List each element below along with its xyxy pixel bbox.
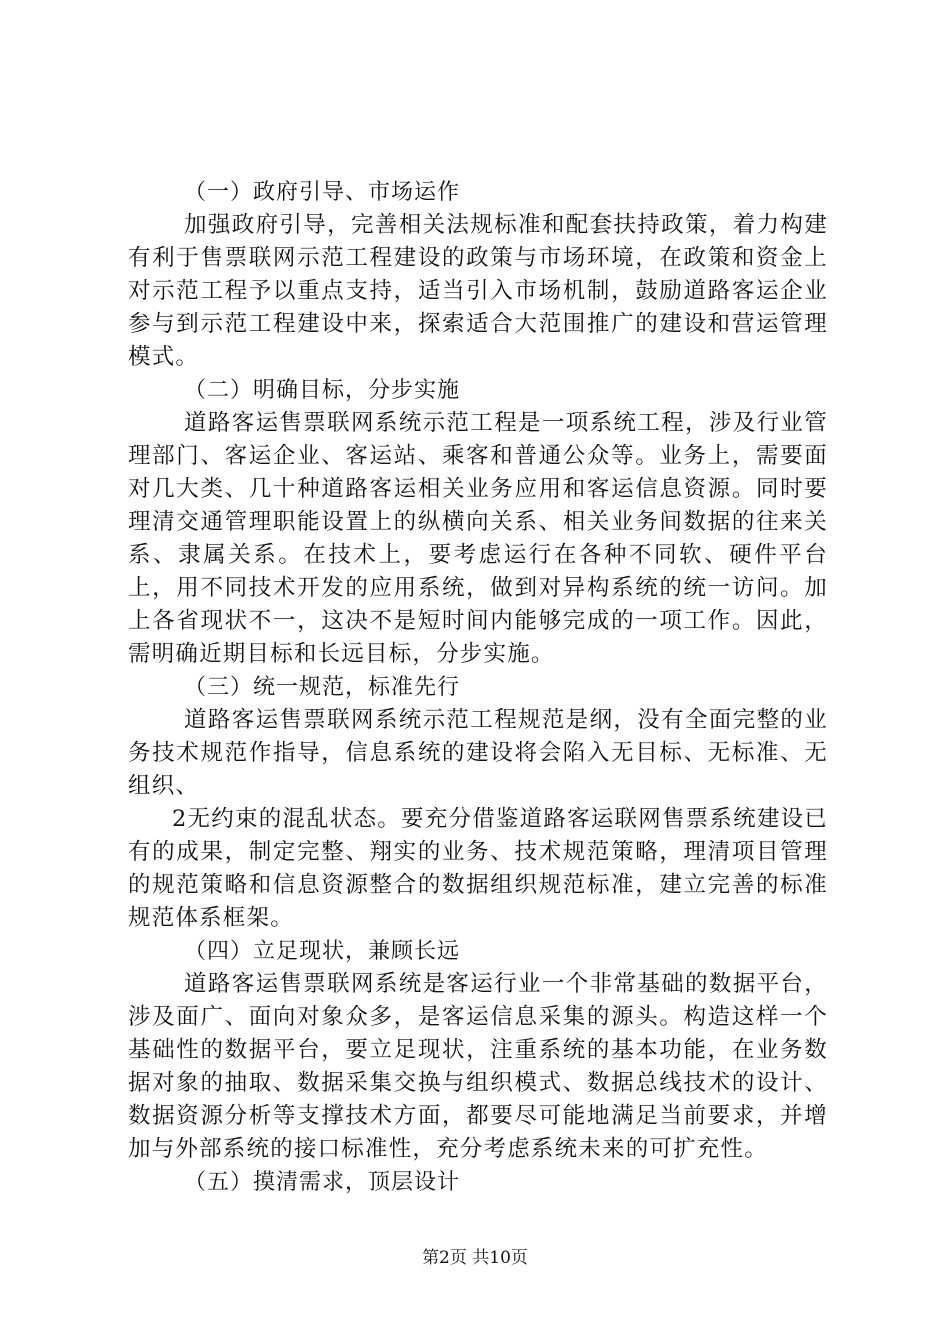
section-paragraph-3: 道路客运售票联网系统示范工程规范是纲，没有全面完整的业务技术规范作指导，信息系统的建设将会陷入无目标、无标准、无组织、 [128, 707, 828, 799]
document-body [128, 176, 828, 1199]
section-heading-5: （五）摸清需求，顶层设计 [184, 1170, 461, 1195]
section-paragraph-3-continued: 2无约束的混乱状态。要充分借鉴道路客运联网售票系统建设已有的成果，制定完整、翔实的业务、技术规范策略，理清项目管理的规范策略和信息资源整合的数据组织规范标准，建立完善的标准规范体系框架。 [128, 806, 828, 931]
section-paragraph-2: 道路客运售票联网系统示范工程是一项系统工程，涉及行业管理部门、客运企业、客运站、乘客和普通公众等。业务上，需要面对几大类、几十种道路客运相关业务应用和客运信息资源。同时要理清交通管理职能设置上的纵横向关系、相关业务间数据的往来关系、隶属关系。在技术上，要考虑运行在各种不同软、硬件平台上，用不同技术开发的应用系统，做到对异构系统的统一访问。加上各省现状不一，这决不是短时间内能够完成的一项工作。因此，需明确近期目标和长远目标，分步实施。 [128, 410, 828, 667]
page-footer [0, 1247, 950, 1269]
section-heading-3: （三）统一规范，标准先行 [184, 675, 461, 700]
section-heading-2: （二）明确目标，分步实施 [184, 378, 461, 403]
section-heading-1: （一）政府引导、市场运作 [184, 180, 461, 205]
page-number: 第2页 共10页 [422, 1248, 528, 1268]
section-paragraph-4: 道路客运售票联网系统是客运行业一个非常基础的数据平台，涉及面广、面向对象众多，是客运信息采集的源头。构造这样一个基础性的数据平台，要立足现状，注重系统的基本功能，在业务数据对象的抽取、数据采集交换与组织模式、数据总线技术的设计、数据资源分析等支撑技术方面，都要尽可能地满足当前要求，并增加与外部系统的接口标准性，充分考虑系统未来的可扩充性。 [128, 971, 828, 1162]
section-heading-4: （四）立足现状，兼顾长远 [184, 939, 461, 964]
section-paragraph-1: 加强政府引导，完善相关法规标准和配套扶持政策，着力构建有利于售票联网示范工程建设的政策与市场环境，在政策和资金上对示范工程予以重点支持，适当引入市场机制，鼓励道路客运企业参与到示范工程建设中来，探索适合大范围推广的建设和营运管理模式。 [128, 212, 828, 370]
